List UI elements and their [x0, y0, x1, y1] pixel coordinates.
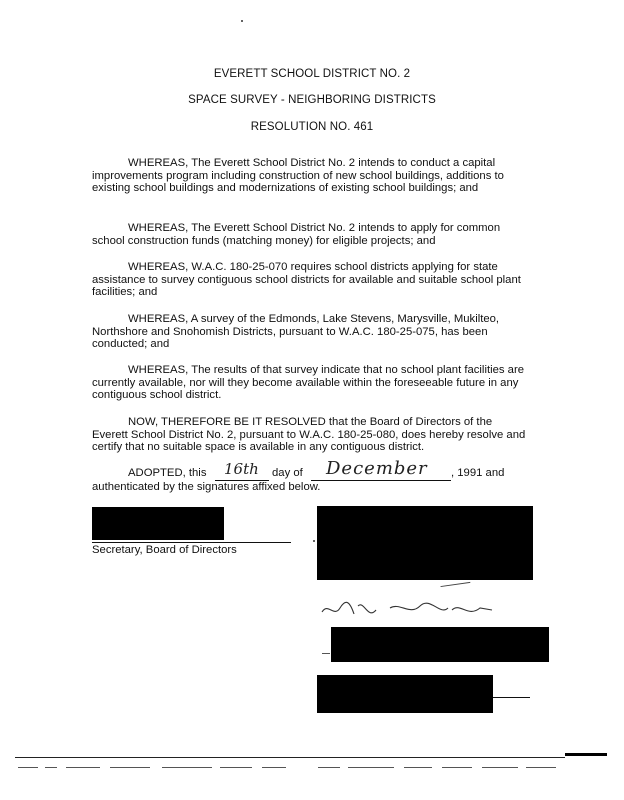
adopted-line: [128, 467, 206, 479]
paragraph-text: WHEREAS, The results of that survey indicate that no school plant facilities are currently available, nor will they become available within the foreseeable future in any contiguous school district.: [92, 364, 524, 402]
footer-dash: [348, 767, 394, 768]
footer-dash: [162, 767, 212, 768]
adopted-prefix: ADOPTED, this: [128, 467, 207, 479]
scan-mark: [322, 653, 330, 654]
footer-dash: [318, 767, 340, 768]
whereas-paragraph-2: [92, 222, 528, 247]
whereas-paragraph-4: [92, 313, 528, 351]
secretary-signature-line: [92, 542, 291, 543]
paragraph-text: WHEREAS, The Everett School District No. 2 intends to conduct a capital improvements program including construction of new school buildings, additions to existing school buildings and modernizations of existing school buildings; and: [92, 157, 504, 195]
scan-speck: [241, 20, 243, 22]
paragraph-text: NOW, THEREFORE BE IT RESOLVED that the Board of Directors of the Everett School District No. 2, pursuant to W.A.C. 180-25-080, does hereby resolve and certify that no suitable space is available in any contiguous district.: [92, 416, 526, 454]
resolved-paragraph: [92, 416, 528, 454]
paragraph-text: WHEREAS, The Everett School District No. 2 intends to apply for common school construction funds (matching money) for eligible projects; and: [92, 222, 501, 247]
month-blank-line: [311, 480, 451, 481]
right-signature-line: [493, 697, 530, 698]
subject-heading: SPACE SURVEY - NEIGHBORING DISTRICTS: [188, 94, 436, 106]
redacted-signature-block-2: [331, 627, 549, 662]
footer-dash: [18, 767, 38, 768]
footer-rule: [15, 757, 565, 758]
whereas-paragraph-1: [92, 157, 528, 195]
handwritten-signature-scrawl: [320, 598, 495, 624]
footer-dash: [262, 767, 286, 768]
footer-dash: [404, 767, 432, 768]
redacted-signature-block-1: [317, 506, 533, 580]
redacted-signature-block-3: [317, 675, 493, 713]
adopted-middle: day of: [272, 467, 303, 479]
paragraph-text: WHEREAS, A survey of the Edmonds, Lake Stevens, Marysville, Mukilteo, Northshore and Snohomish Districts, pursuant to W.A.C. 180-25-075, has been conducted; and: [92, 313, 500, 351]
footer-dash: [110, 767, 150, 768]
footer-dash: [442, 767, 472, 768]
whereas-paragraph-3: [92, 261, 528, 299]
redacted-signature-secretary: [92, 507, 224, 540]
handwritten-month: December: [326, 458, 428, 479]
scrawl-stroke: [322, 602, 492, 614]
adopted-suffix: , 1991 and: [451, 467, 505, 479]
footer-dash: [45, 767, 57, 768]
adopted-line-2: authenticated by the signatures affixed below.: [92, 481, 321, 493]
footer-dash: [482, 767, 518, 768]
footer-dash: [66, 767, 100, 768]
footer-dash: [526, 767, 556, 768]
handwritten-day: 16th: [224, 460, 259, 478]
district-heading: EVERETT SCHOOL DISTRICT NO. 2: [213, 68, 411, 80]
scan-speck: [313, 540, 315, 542]
paragraph-text: WHEREAS, W.A.C. 180-25-070 requires school districts applying for state assistance to survey contiguous school districts for available and suitable school plant facilities; and: [92, 261, 521, 299]
whereas-paragraph-5: [92, 364, 528, 402]
footer-bar: [565, 753, 607, 756]
footer-dash: [220, 767, 252, 768]
secretary-caption: Secretary, Board of Directors: [92, 544, 237, 556]
resolution-number: RESOLUTION NO. 461: [250, 121, 374, 133]
